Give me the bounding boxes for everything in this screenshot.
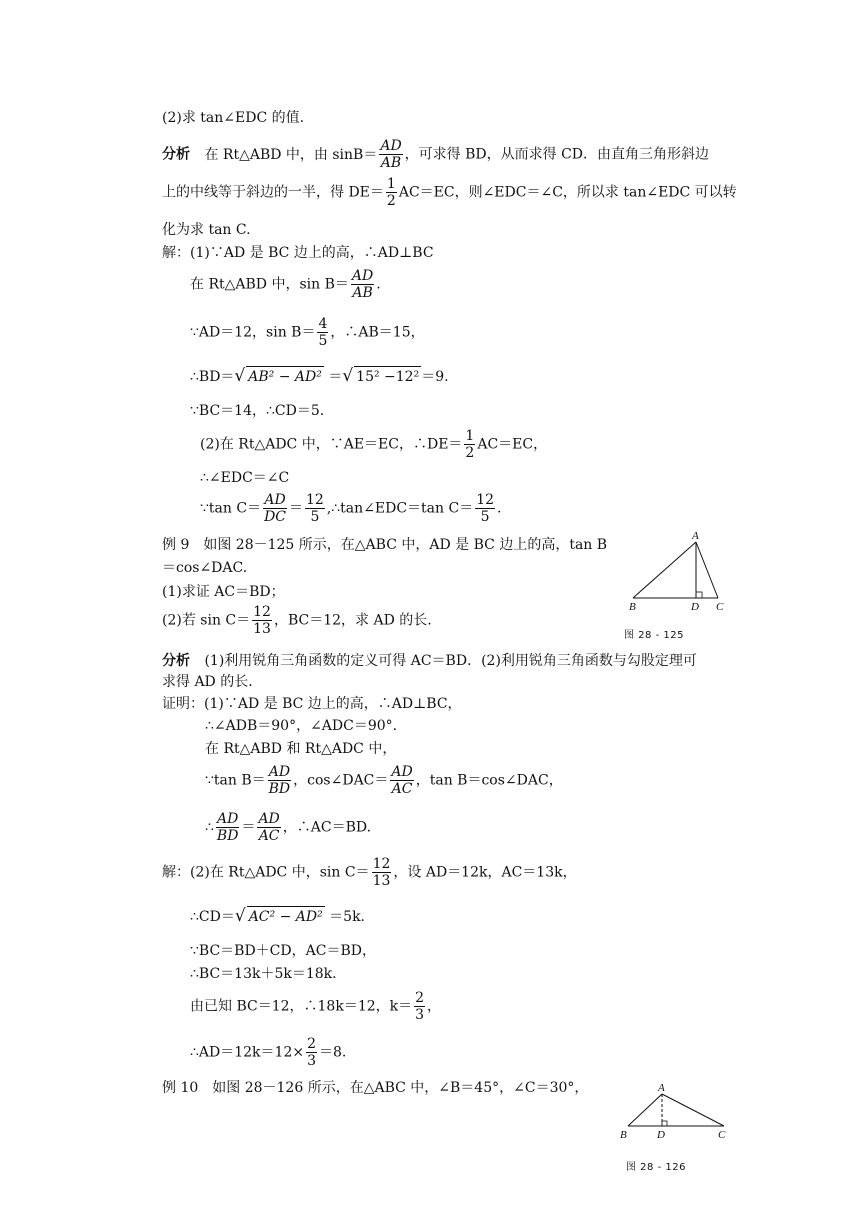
fraction: $\frac{12}{13}$ (253, 604, 271, 638)
formula-line: ∴CD＝√ AC² − AD² ＝5k. (190, 906, 365, 926)
vertex-label: A (658, 1082, 665, 1094)
analysis-label: 分析 (162, 653, 190, 669)
fraction: $\frac{AD}{DC}$ (264, 492, 286, 526)
analysis-line (162, 138, 709, 171)
proof-line: ∵tan B＝ $\frac{AD}{BD}$ ，cos∠DAC＝ $\frac{AD}{AC}$ ，tan B＝cos∠DAC， (205, 764, 563, 798)
fraction: $\frac{1}{2}$ (386, 176, 396, 210)
proof-line: 证明：(1)∵AD 是 BC 边上的高，∴AD⊥BC， (162, 696, 462, 712)
fraction: $\frac{AD}{AC}$ (258, 811, 280, 845)
text-line: ＝cos∠DAC. (162, 560, 248, 576)
vertex-label: D (691, 601, 699, 610)
text-span: ，可求得 BD，从而求得 CD．由直角三角形斜边 (404, 146, 710, 163)
fraction: $\frac{4}{5}$ (318, 316, 328, 350)
fraction: $\frac{12}{13}$ (372, 856, 391, 890)
fraction: $\frac{12}{5}$ (306, 492, 324, 526)
vertex-label: C (716, 601, 724, 610)
figure-caption: 图 28 - 126 (626, 1162, 686, 1173)
fraction: $\frac{AD}{AC}$ (391, 764, 413, 798)
vertex-label: D (657, 1129, 665, 1141)
formula-line: ∴∠EDC＝∠C (200, 470, 290, 486)
fraction: $\frac{1}{2}$ (465, 428, 475, 462)
proof-line: ∴ $\frac{AD}{BD}$ ＝ $\frac{AD}{AC}$ ，∴AC＝BD. (205, 811, 372, 845)
example-heading: 例 9 如图 28－125 所示，在△ABC 中，AD 是 BC 边上的高，tan B (162, 537, 608, 553)
fraction: $\frac{2}{3}$ (307, 1036, 317, 1070)
text-span: 在 Rt△ABD 中，由 sinB＝ (204, 146, 378, 163)
radical: AC² − AD² (247, 906, 325, 927)
text-line: 化为求 tan C. (162, 222, 251, 238)
proof-line: 在 Rt△ABD 和 Rt△ADC 中， (205, 741, 397, 757)
solution-line: 解：(2)在 Rt△ADC 中，sin C＝ $\frac{12}{13}$ ，设 AD＝12k，AC＝13k， (162, 856, 577, 890)
solution-line: 解：(1)∵AD 是 BC 边上的高，∴AD⊥BC (162, 245, 434, 261)
fraction: $\frac{12}{5}$ (476, 492, 495, 526)
text-line: 上的中线等于斜边的一半，得 DE＝ $\frac{1}{2}$ AC＝EC，则∠EDC＝∠C，所以求 tan∠EDC 可以转 (162, 176, 737, 210)
analysis-line: 分析 (1)利用锐角三角函数的定义可得 AC＝BD．(2)利用锐角三角函数与勾股定理可 (162, 653, 697, 669)
fraction: $\frac{AD}{BD}$ (216, 811, 239, 845)
text-line: (2)求 tan∠EDC 的值. (162, 110, 305, 126)
triangle-diagram (620, 528, 730, 610)
radical: 15² −12² (354, 366, 421, 387)
vertex-label: B (620, 1129, 627, 1141)
formula-line: ∴BD＝√ AB² − AD² ＝√ 15² −12² ＝9. (190, 366, 449, 386)
formula-line: 在 Rt△ABD 中，sin B＝ $\frac{AD}{AB}$ . (190, 268, 381, 302)
figure-28-125 (620, 528, 730, 641)
formula-line: ∵tan C＝ $\frac{AD}{DC}$ ＝ $\frac{12}{5}$ ,∴tan∠EDC＝tan C＝ $\frac{12}{5}$ . (200, 492, 502, 526)
vertex-label: A (692, 530, 699, 542)
formula-line: ∵BC＝BD＋CD，AC＝BD， (190, 943, 376, 959)
text-line: (1)求证 AC＝BD； (162, 584, 285, 600)
radical: AB² − AD² (246, 366, 324, 387)
proof-line: ∴∠ADB＝90°，∠ADC＝90°. (205, 718, 398, 734)
fraction: $\frac{AD}{AB}$ (380, 138, 402, 172)
triangle-diagram (614, 1080, 734, 1144)
text-line: 求得 AD 的长. (162, 674, 253, 690)
analysis-label: 分析 (162, 146, 190, 163)
formula-line: ∴AD＝12k＝12× $\frac{2}{3}$ ＝8. (190, 1036, 347, 1070)
fraction: $\frac{AD}{BD}$ (268, 764, 291, 798)
formula-line: (2)在 Rt△ADC 中，∵AE＝EC，∴DE＝ $\frac{1}{2}$ AC＝EC， (200, 428, 548, 462)
formula-line: 由已知 BC＝12，∴18k＝12，k＝ $\frac{2}{3}$ ， (190, 990, 442, 1024)
formula-line: ∵BC＝14，∴CD＝5. (190, 403, 325, 419)
formula-line: ∵AD＝12，sin B＝ $\frac{4}{5}$ ，∴AB＝15， (190, 316, 425, 350)
formula-line: ∴BC＝13k＋5k＝18k. (190, 966, 337, 982)
fraction: $\frac{2}{3}$ (415, 990, 425, 1024)
vertex-label: C (718, 1129, 726, 1141)
vertex-label: B (629, 601, 636, 610)
text-line: (2)若 sin C＝ $\frac{12}{13}$ ，BC＝12，求 AD 的长. (162, 604, 432, 638)
figure-caption: 图 28 - 125 (624, 630, 684, 641)
example-heading: 例 10 如图 28－126 所示，在△ABC 中，∠B＝45°，∠C＝30°， (162, 1080, 589, 1096)
figure-28-126 (614, 1080, 734, 1190)
fraction: $\frac{AD}{AB}$ (351, 268, 374, 302)
